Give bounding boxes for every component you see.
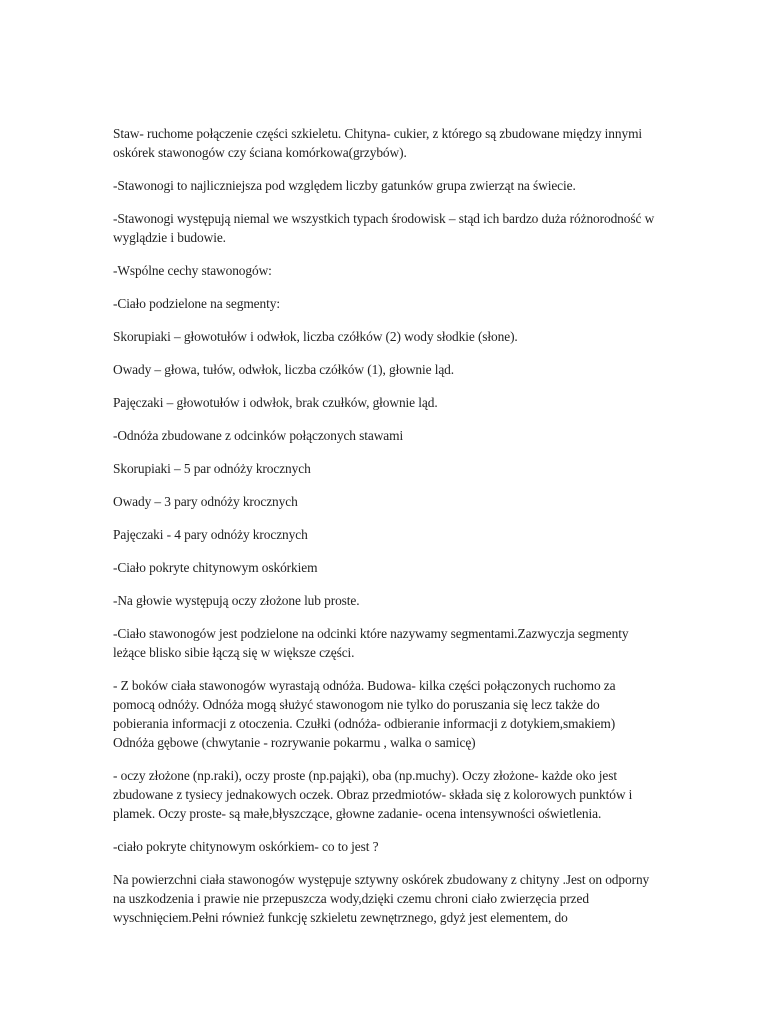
paragraph-pajeczaki-odnoza: Pajęczaki - 4 pary odnóży krocznych: [113, 527, 308, 542]
paragraph-pajeczaki-budowa: Pajęczaki – głowotułów i odwłok, brak czułków, głownie ląd.: [113, 395, 438, 410]
paragraph-wspolne-cechy-heading: -Wspólne cechy stawonogów:: [113, 263, 272, 278]
paragraph-oczy-rodzaje: - oczy złożone (np.raki), oczy proste (np.pająki), oba (np.muchy). Oczy złożone- każde oko jest zbudowane z tysiecy jednakowych oczek. Obraz przedmiotów- składa się z kolorowych punktów i plamek. Oczy proste- są małe,błyszczące, głowne zadanie- ocena intensywności oświetlenia.: [113, 768, 633, 821]
paragraph-staw-chityna: Staw- ruchome połączenie części szkieletu. Chityna- cukier, z którego są zbudowane między innymi oskórek stawonogów czy ściana komórkowa(grzybów).: [113, 126, 643, 160]
document-body: [113, 124, 658, 941]
paragraph-cialo-segmenty: -Ciało podzielone na segmenty:: [113, 296, 280, 311]
paragraph-oczy-glowa: -Na głowie występują oczy złożone lub proste.: [113, 593, 360, 608]
paragraph-segmenty: -Ciało stawonogów jest podzielone na odcinki które nazywamy segmentami.Zazwyczja segmenty leżące blisko sibie łączą się w większe części.: [113, 626, 629, 660]
paragraph-odnoza-stawy: -Odnóża zbudowane z odcinków połączonych stawami: [113, 428, 404, 443]
paragraph-oskorek: -Ciało pokryte chitynowym oskórkiem: [113, 560, 318, 575]
paragraph-oskorek-opis: Na powierzchni ciała stawonogów występuje sztywny oskórek zbudowany z chityny .Jest on odporny na uszkodzenia i prawie nie przepuszcza wody,dzięki czemu chroni ciało zwierzęcia przed wyschnięciem.Pełni również funkcję szkieletu zewnętrznego, gdyż jest elementem, do: [113, 872, 650, 925]
paragraph-srodowiska: -Stawonogi występują niemal we wszystkich typach środowisk – stąd ich bardzo duża różnorodność w wyglądzie i budowie.: [113, 211, 655, 245]
paragraph-oskorek-pytanie: -ciało pokryte chitynowym oskórkiem- co to jest ?: [113, 839, 379, 854]
paragraph-najliczniejsza-grupa: -Stawonogi to najliczniejsza pod względem liczby gatunków grupa zwierząt na świecie.: [113, 178, 576, 193]
paragraph-owady-odnoza: Owady – 3 pary odnóży krocznych: [113, 494, 298, 509]
paragraph-owady-budowa: Owady – głowa, tułów, odwłok, liczba czółków (1), głownie ląd.: [113, 362, 455, 377]
paragraph-odnoza-budowa: - Z boków ciała stawonogów wyrastają odnóża. Budowa- kilka części połączonych ruchomo za pomocą odnóży. Odnóża mogą służyć stawonogom nie tylko do poruszania się lecz także do pobierania informacji z otoczenia. Czułki (odnóża- odbieranie informacji z dotykiem,smakiem) Odnóża gębowe (chwytanie - rozrywanie pokarmu , walka o samicę): [113, 678, 616, 750]
paragraph-skorupiaki-odnoza: Skorupiaki – 5 par odnóży krocznych: [113, 461, 311, 476]
paragraph-skorupiaki-budowa: Skorupiaki – głowotułów i odwłok, liczba czółków (2) wody słodkie (słone).: [113, 329, 518, 344]
